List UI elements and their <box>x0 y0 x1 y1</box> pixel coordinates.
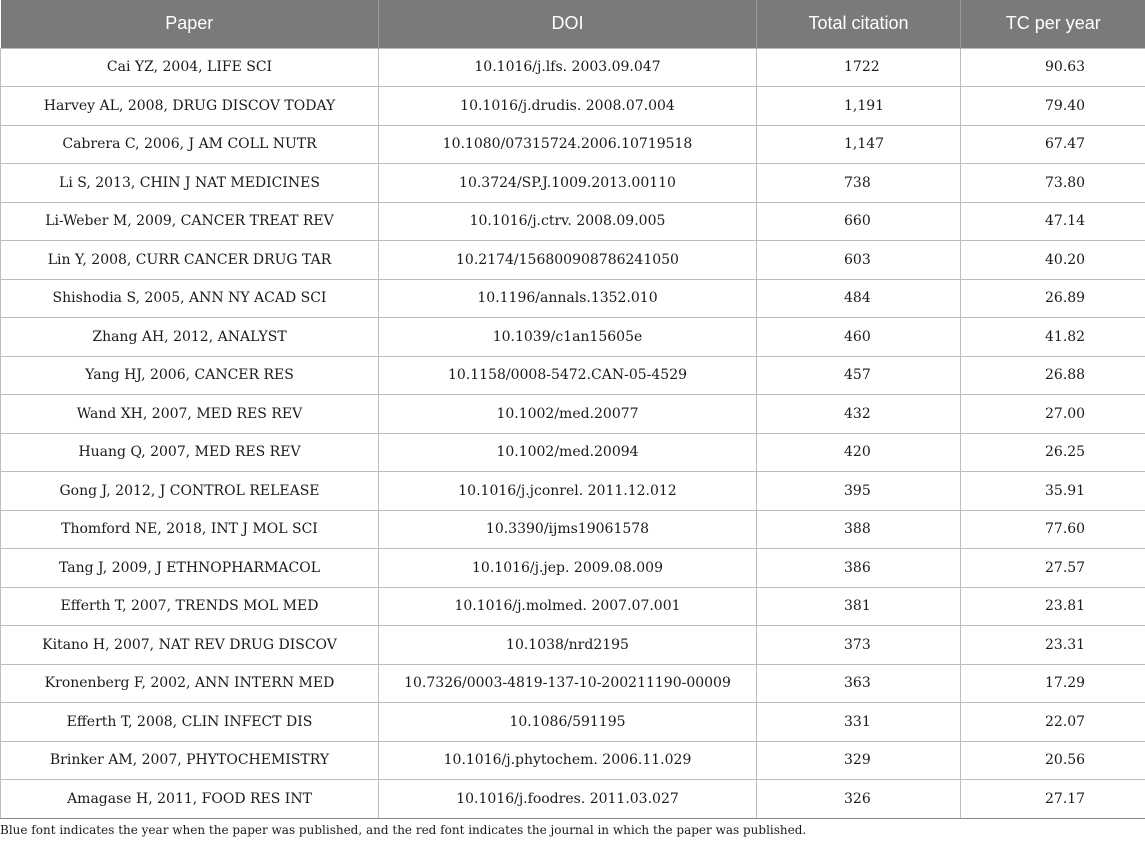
table-header <box>1 0 1145 48</box>
total-citation-cell: 738 <box>757 164 961 203</box>
doi-cell: 10.1016/j.lfs. 2003.09.047 <box>379 48 757 87</box>
paper-cell: Cai YZ, 2004, LIFE SCI <box>1 48 379 87</box>
table-footnote: Blue font indicates the year when the paper was published, and the red font indicates the journal in which the paper was published. <box>0 823 807 837</box>
header-doi: DOI <box>379 0 757 48</box>
doi-cell: 10.1002/med.20094 <box>379 433 757 472</box>
table-row <box>1 664 1145 703</box>
paper-cell: Harvey AL, 2008, DRUG DISCOV TODAY <box>1 87 379 126</box>
header-row <box>1 0 1145 48</box>
tc-per-year-cell: 20.56 <box>961 741 1145 780</box>
table-row <box>1 279 1145 318</box>
paper-cell: Kronenberg F, 2002, ANN INTERN MED <box>1 664 379 703</box>
total-citation-cell: 381 <box>757 587 961 626</box>
tc-per-year-cell: 27.17 <box>961 780 1145 819</box>
tc-per-year-cell: 27.57 <box>961 549 1145 588</box>
table-row <box>1 626 1145 665</box>
total-citation-cell: 603 <box>757 241 961 280</box>
tc-per-year-cell: 17.29 <box>961 664 1145 703</box>
total-citation-cell: 363 <box>757 664 961 703</box>
tc-per-year-cell: 90.63 <box>961 48 1145 87</box>
tc-per-year-cell: 26.88 <box>961 356 1145 395</box>
total-citation-cell: 386 <box>757 549 961 588</box>
total-citation-cell: 1,191 <box>757 87 961 126</box>
tc-per-year-cell: 26.25 <box>961 433 1145 472</box>
paper-cell: Gong J, 2012, J CONTROL RELEASE <box>1 472 379 511</box>
table-row <box>1 549 1145 588</box>
tc-per-year-cell: 23.31 <box>961 626 1145 665</box>
doi-cell: 10.2174/156800908786241050 <box>379 241 757 280</box>
total-citation-cell: 373 <box>757 626 961 665</box>
doi-cell: 10.3724/SP.J.1009.2013.00110 <box>379 164 757 203</box>
tc-per-year-cell: 40.20 <box>961 241 1145 280</box>
total-citation-cell: 457 <box>757 356 961 395</box>
total-citation-cell: 388 <box>757 510 961 549</box>
table-row <box>1 318 1145 357</box>
total-citation-cell: 331 <box>757 703 961 742</box>
total-citation-cell: 1722 <box>757 48 961 87</box>
paper-cell: Li S, 2013, CHIN J NAT MEDICINES <box>1 164 379 203</box>
table-row <box>1 510 1145 549</box>
paper-cell: Huang Q, 2007, MED RES REV <box>1 433 379 472</box>
total-citation-cell: 460 <box>757 318 961 357</box>
total-citation-cell: 1,147 <box>757 125 961 164</box>
header-tc-per-year: TC per year <box>961 0 1145 48</box>
doi-cell: 10.7326/0003-4819-137-10-200211190-00009 <box>379 664 757 703</box>
doi-cell: 10.1196/annals.1352.010 <box>379 279 757 318</box>
doi-cell: 10.1038/nrd2195 <box>379 626 757 665</box>
table-row <box>1 433 1145 472</box>
doi-cell: 10.1016/j.drudis. 2008.07.004 <box>379 87 757 126</box>
doi-cell: 10.1080/07315724.2006.10719518 <box>379 125 757 164</box>
doi-cell: 10.1016/j.molmed. 2007.07.001 <box>379 587 757 626</box>
tc-per-year-cell: 73.80 <box>961 164 1145 203</box>
table-row <box>1 780 1145 819</box>
tc-per-year-cell: 79.40 <box>961 87 1145 126</box>
header-total-citation: Total citation <box>757 0 961 48</box>
doi-cell: 10.1158/0008-5472.CAN-05-4529 <box>379 356 757 395</box>
table-row <box>1 472 1145 511</box>
table-row <box>1 202 1145 241</box>
total-citation-cell: 660 <box>757 202 961 241</box>
table-row <box>1 587 1145 626</box>
total-citation-cell: 326 <box>757 780 961 819</box>
tc-per-year-cell: 26.89 <box>961 279 1145 318</box>
paper-cell: Tang J, 2009, J ETHNOPHARMACOL <box>1 549 379 588</box>
table-row <box>1 356 1145 395</box>
table-row <box>1 164 1145 203</box>
doi-cell: 10.1016/j.foodres. 2011.03.027 <box>379 780 757 819</box>
paper-cell: Amagase H, 2011, FOOD RES INT <box>1 780 379 819</box>
tc-per-year-cell: 47.14 <box>961 202 1145 241</box>
tc-per-year-cell: 41.82 <box>961 318 1145 357</box>
tc-per-year-cell: 35.91 <box>961 472 1145 511</box>
table-row <box>1 48 1145 87</box>
table-row <box>1 241 1145 280</box>
total-citation-cell: 484 <box>757 279 961 318</box>
paper-cell: Shishodia S, 2005, ANN NY ACAD SCI <box>1 279 379 318</box>
paper-cell: Efferth T, 2008, CLIN INFECT DIS <box>1 703 379 742</box>
tc-per-year-cell: 77.60 <box>961 510 1145 549</box>
paper-cell: Cabrera C, 2006, J AM COLL NUTR <box>1 125 379 164</box>
doi-cell: 10.1086/591195 <box>379 703 757 742</box>
table-row <box>1 87 1145 126</box>
table-body <box>1 48 1145 818</box>
doi-cell: 10.1002/med.20077 <box>379 395 757 434</box>
table-row <box>1 703 1145 742</box>
paper-cell: Yang HJ, 2006, CANCER RES <box>1 356 379 395</box>
total-citation-cell: 395 <box>757 472 961 511</box>
table-row <box>1 741 1145 780</box>
header-paper: Paper <box>1 0 379 48</box>
tc-per-year-cell: 27.00 <box>961 395 1145 434</box>
doi-cell: 10.1016/j.jconrel. 2011.12.012 <box>379 472 757 511</box>
paper-cell: Brinker AM, 2007, PHYTOCHEMISTRY <box>1 741 379 780</box>
doi-cell: 10.1016/j.phytochem. 2006.11.029 <box>379 741 757 780</box>
paper-cell: Kitano H, 2007, NAT REV DRUG DISCOV <box>1 626 379 665</box>
doi-cell: 10.1016/j.jep. 2009.08.009 <box>379 549 757 588</box>
paper-cell: Efferth T, 2007, TRENDS MOL MED <box>1 587 379 626</box>
doi-cell: 10.1039/c1an15605e <box>379 318 757 357</box>
doi-cell: 10.1016/j.ctrv. 2008.09.005 <box>379 202 757 241</box>
paper-cell: Thomford NE, 2018, INT J MOL SCI <box>1 510 379 549</box>
total-citation-cell: 432 <box>757 395 961 434</box>
total-citation-cell: 329 <box>757 741 961 780</box>
tc-per-year-cell: 23.81 <box>961 587 1145 626</box>
paper-cell: Wand XH, 2007, MED RES REV <box>1 395 379 434</box>
doi-cell: 10.3390/ijms19061578 <box>379 510 757 549</box>
total-citation-cell: 420 <box>757 433 961 472</box>
table-row <box>1 395 1145 434</box>
paper-cell: Lin Y, 2008, CURR CANCER DRUG TAR <box>1 241 379 280</box>
paper-cell: Zhang AH, 2012, ANALYST <box>1 318 379 357</box>
tc-per-year-cell: 67.47 <box>961 125 1145 164</box>
paper-cell: Li-Weber M, 2009, CANCER TREAT REV <box>1 202 379 241</box>
tc-per-year-cell: 22.07 <box>961 703 1145 742</box>
table-row <box>1 125 1145 164</box>
